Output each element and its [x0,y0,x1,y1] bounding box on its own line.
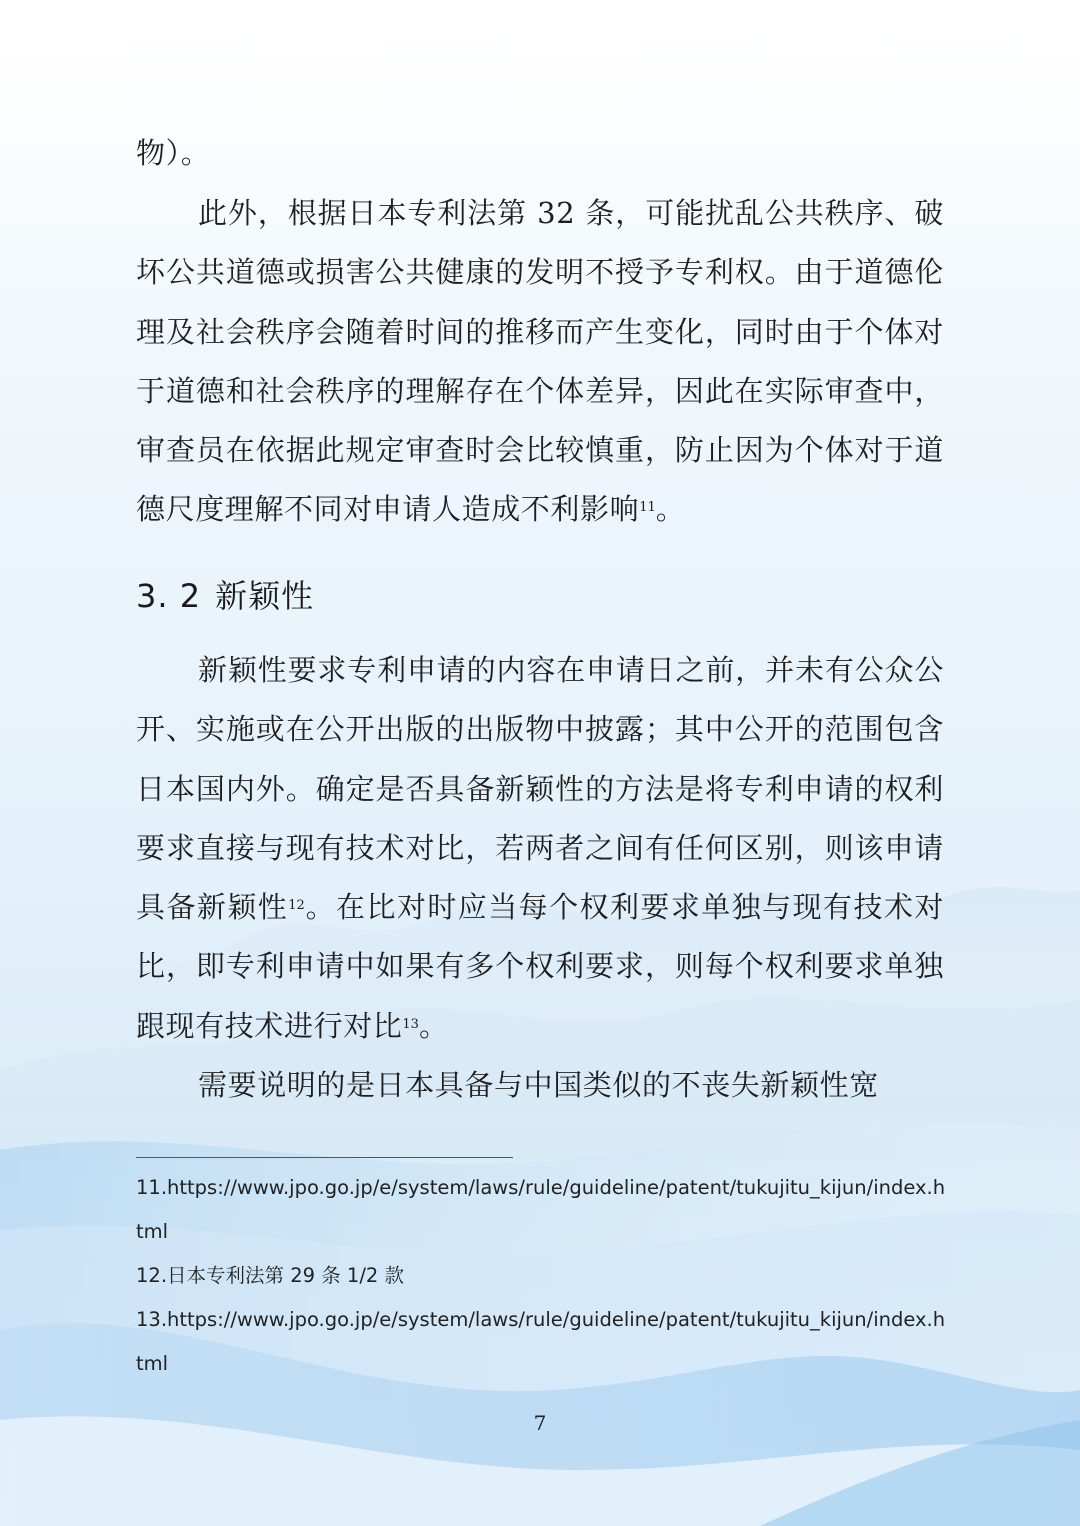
footnote-11[interactable]: 11.https://www.jpo.go.jp/e/system/laws/rule/guideline/patent/tukujitu_kijun/index.html [136,1176,946,1243]
page-number: 7 [533,1411,547,1435]
section-title: 新颖性 [215,577,315,615]
intro-line: 物）。 [136,136,211,170]
paragraph-morality [136,184,944,540]
footnote-divider [136,1157,513,1158]
paragraph-grace-period: 需要说明的是日本具备与中国类似的不丧失新颖性宽 [198,1068,879,1102]
paragraph-morality-end: 。 [655,492,686,527]
section-heading [136,574,314,618]
paragraph-morality-text: 此外，根据日本专利法第 32 条，可能扰乱公共秩序、破坏公共道德或损害公共健康的发明不授予专利权。由于道德伦理及社会秩序会随着时间的推移而产生变化，同时由于个体对于道德和社会秩序的理解存在个体差异，因此在实际审查中，审查员在依据此规定审查时会比较慎重，防止因为个体对于道德尺度理解不同对申请人造成不利影响 [136,196,944,527]
section-number: 3. 2 [136,577,202,615]
paragraph-novelty-part1: 新颖性要求专利申请的内容在申请日之前，并未有公众公开、实施或在公开出版的出版物中披露；其中公开的范围包含日本国内外。确定是否具备新颖性的方法是将专利申请的权利要求直接与现有技术对比，若两者之间有任何区别，则该申请具备新颖性 [136,653,944,925]
footnote-13[interactable]: 13.https://www.jpo.go.jp/e/system/laws/rule/guideline/patent/tukujitu_kijun/index.html [136,1308,946,1375]
footnote-12: 12.日本专利法第 29 条 1/2 款 [136,1264,405,1287]
footnote-ref-11[interactable]: 11 [639,500,656,516]
footnotes [136,1166,951,1386]
footnote-ref-12[interactable]: 12 [288,898,305,914]
paragraph-novelty [136,641,944,1056]
footnote-ref-13[interactable]: 13 [402,1016,419,1032]
paragraph-novelty-part2: 。在比对时应当每个权利要求单独与现有技术对比，即专利申请中如果有多个权利要求，则每个权利要求单独跟现有技术进行对比 [136,890,944,1043]
paragraph-novelty-end: 。 [418,1008,449,1043]
